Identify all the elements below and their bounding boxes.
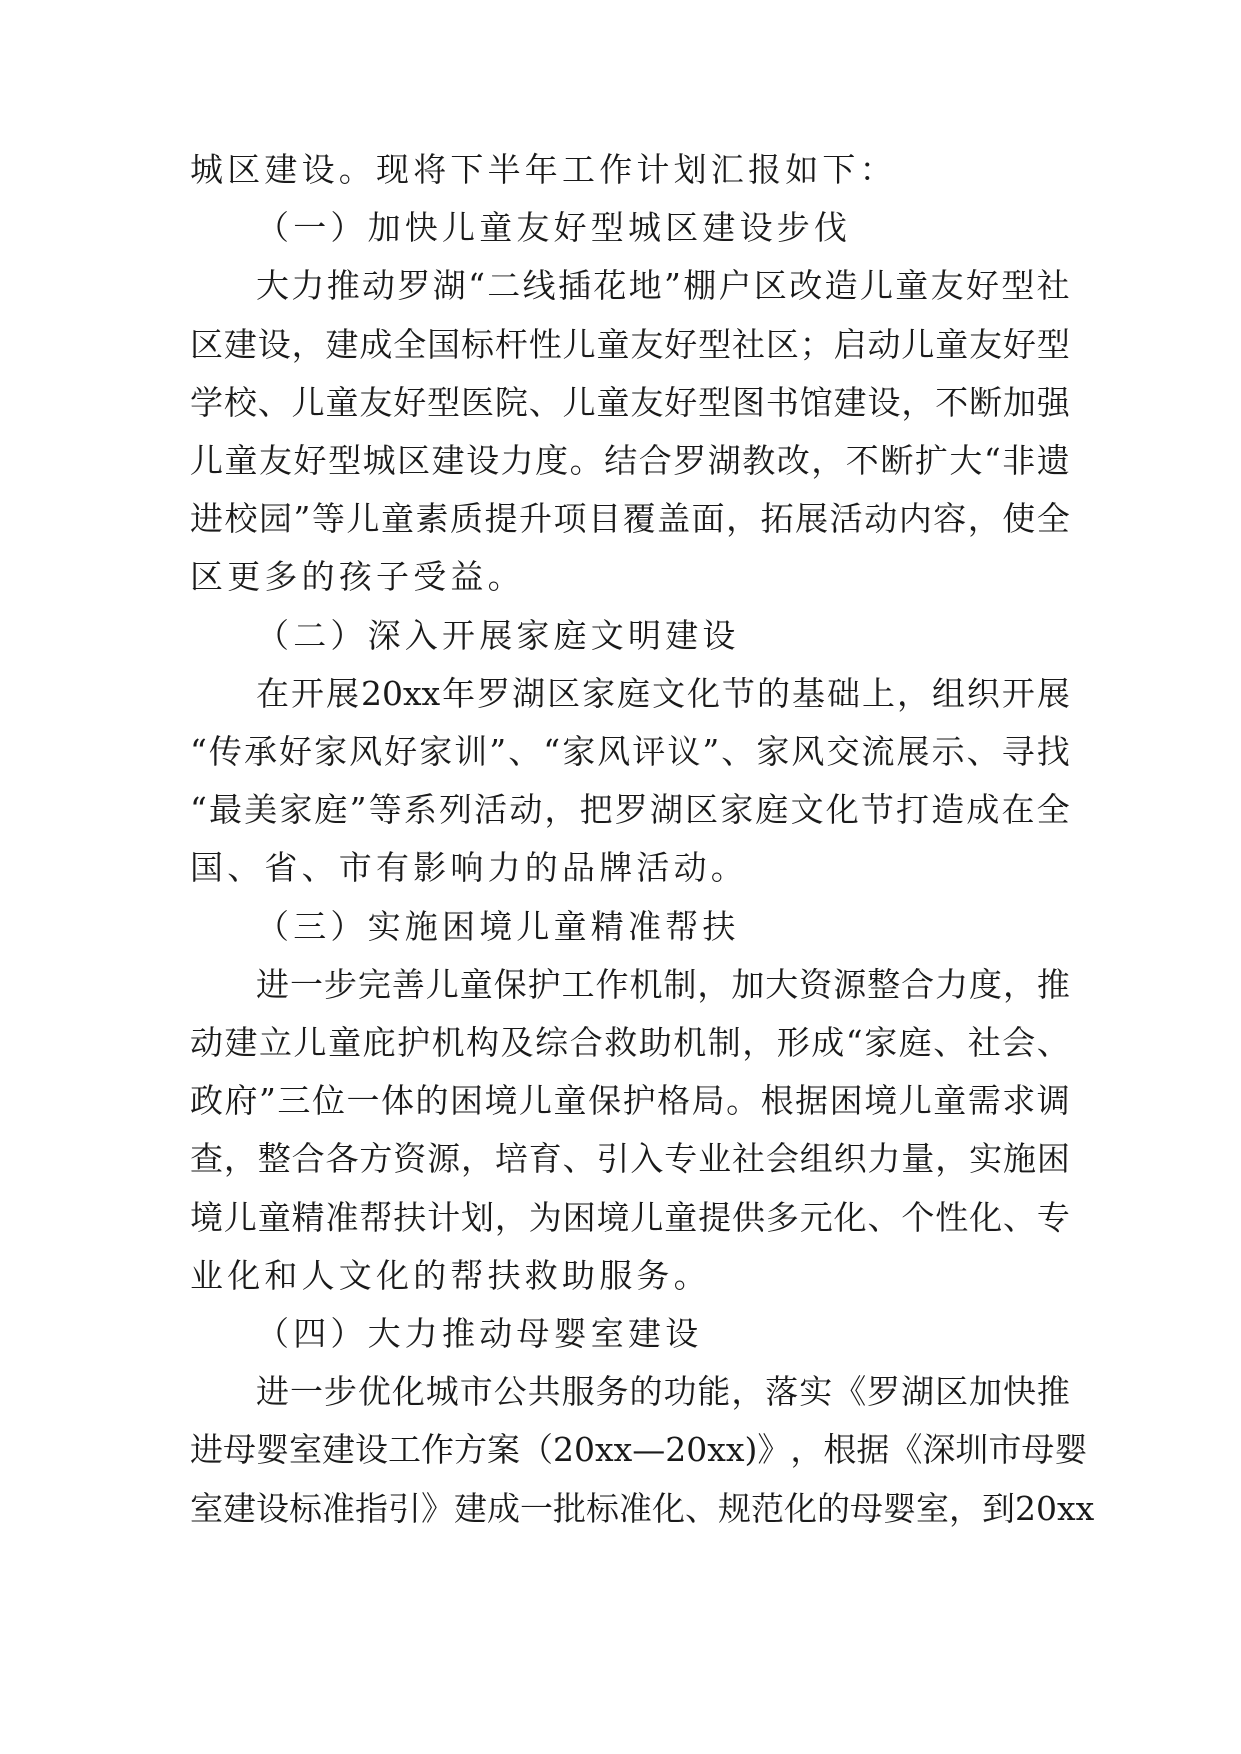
paragraph-line: 在 开 展 20xx 年 罗 湖 区 家 庭 文 化 节 的 基 础 上 ， 组 织 开 展 <box>256 673 1070 713</box>
section-heading: （一）加快儿童友好型城区建设步伐 <box>256 208 852 248</box>
paragraph-line: “ 传 承 好 家 风 好 家 训 ” 、 “ 家 风 评 议 ” 、 家 风 交 流 展 示 、 寻 找 <box>190 732 1070 771</box>
paragraph-line: 城区建设。现将下半年工作计划汇报如下： <box>190 150 897 189</box>
paragraph-line: 查 ， 整 合 各 方 资 源 ， 培 育 、 引 入 专 业 社 会 组 织 力 量 ， 实 施 困 <box>190 1139 1070 1179</box>
paragraph-line: 区更多的孩子受益。 <box>190 557 525 597</box>
paragraph-line: 进 母 婴 室 建 设 工 作 方 案 （ 20xx — 20xx ) 》 ， 根 据 《 深 圳 市 母 婴 <box>190 1430 1088 1470</box>
paragraph-line: 大 力 推 动 罗 湖 “ 二 线 插 花 地 ” 棚 户 区 改 造 儿 童 友 好 型 社 <box>256 266 1070 306</box>
paragraph-line: 进 一 步 完 善 儿 童 保 护 工 作 机 制 ， 加 大 资 源 整 合 力 度 ， 推 <box>256 964 1070 1004</box>
paragraph-line: 儿 童 友 好 型 城 区 建 设 力 度 。 结 合 罗 湖 教 改 ， 不 断 扩 大 “ 非 遗 <box>190 441 1070 480</box>
paragraph-line: 区 建 设 ， 建 成 全 国 标 杆 性 儿 童 友 好 型 社 区 ； 启 动 儿 童 友 好 型 <box>190 324 1070 364</box>
paragraph-line: 政 府 ” 三 位 一 体 的 困 境 儿 童 保 护 格 局 。 根 据 困 境 儿 童 需 求 调 <box>190 1081 1070 1121</box>
paragraph-line: 进 校 园 ” 等 儿 童 素 质 提 升 项 目 覆 盖 面 ， 拓 展 活 动 内 容 ， 使 全 <box>190 499 1070 539</box>
paragraph-line: 室 建 设 标 准 指 引 》 建 成 一 批 标 准 化 、 规 范 化 的 母 婴 室 ， 到 20xx <box>190 1488 1095 1528</box>
paragraph-line: 进 一 步 优 化 城 市 公 共 服 务 的 功 能 ， 落 实 《 罗 湖 区 加 快 推 <box>256 1372 1070 1412</box>
section-heading: （二）深入开展家庭文明建设 <box>256 615 740 655</box>
paragraph-line: 国、省、市有影响力的品牌活动。 <box>190 848 748 888</box>
section-heading: （四）大力推动母婴室建设 <box>256 1314 703 1353</box>
paragraph-line: 学 校 、 儿 童 友 好 型 医 院 、 儿 童 友 好 型 图 书 馆 建 设 ， 不 断 加 强 <box>190 382 1070 422</box>
paragraph-line: “ 最 美 家 庭 ” 等 系 列 活 动 ， 把 罗 湖 区 家 庭 文 化 节 打 造 成 在 全 <box>190 790 1070 830</box>
section-heading: （三）实施困境儿童精准帮扶 <box>256 906 740 946</box>
paragraph-line: 业化和人文化的帮扶救助服务。 <box>190 1255 711 1295</box>
paragraph-line: 动 建 立 儿 童 庇 护 机 构 及 综 合 救 助 机 制 ， 形 成 “ 家 庭 、 社 会 、 <box>190 1023 1070 1062</box>
paragraph-line: 境 儿 童 精 准 帮 扶 计 划 ， 为 困 境 儿 童 提 供 多 元 化 、 个 性 化 、 专 <box>190 1197 1070 1237</box>
